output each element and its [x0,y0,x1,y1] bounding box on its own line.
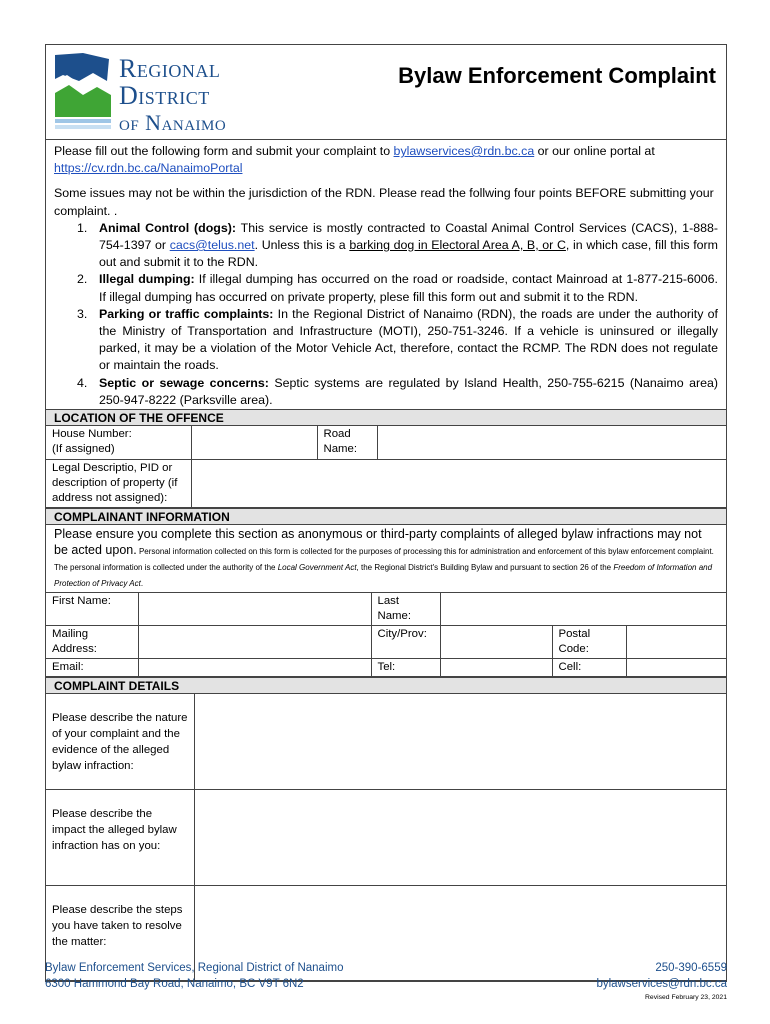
road-text: Road [323,428,351,441]
list-number: 1. [77,220,88,235]
form-frame [45,44,727,982]
city-prov-label: City/Prov: [371,625,440,658]
logo-line-1: Regional [119,54,221,83]
footer-department: Bylaw Enforcement Services, Regional District of Nanaimo [45,962,344,974]
privacy-act-1: Local Government Act [277,562,357,572]
tel-label: Tel: [371,658,440,676]
list-item [54,271,718,305]
portal-link[interactable]: https://cv.rdn.bc.ca/NanaimoPortal [54,161,243,176]
email-link[interactable]: bylawservices@rdn.bc.ca [393,144,535,158]
logo-line-3: of Nanaimo [119,110,227,135]
list-item-title: Animal Control (dogs): [99,220,237,235]
postal-code-label: Postal Code: [552,625,626,658]
mailing-address-label: Mailing Address: [46,625,138,658]
mailing-address-input[interactable] [138,625,371,658]
list-item [54,306,718,375]
list-number: 2. [77,272,88,287]
privacy-text: Personal information collected on this form is collected for the purposes of processing this for administration and enforcement of this bylaw enforcement complaint. The personal information is collected under the authority of the [54,546,714,572]
rdn-logo-icon [53,51,115,135]
email-input[interactable] [138,658,371,676]
list-item-title: Septic or sewage concerns: [99,375,269,390]
revised-date: Revised February 23, 2021 [645,994,727,1001]
city-prov-input[interactable] [440,625,552,658]
house-number-sub: (If assigned) [52,443,115,456]
list-item-text: . Unless this is a [254,238,350,253]
intro-text-post: or our online portal at [534,144,655,158]
list-item-text: In the Regional District of Nanaimo (RDN), the roads are under the authority of the Ministry of Transportation and Infrastructure (MOTI), 250-751-3246. If a vehicle is uninsured or illegally parked, it may be a violation of the Motor Vehicle Act, therefore, contact the RCMP. The RDN does not regulate or maintain the roads. [99,306,718,373]
last-name-label: Last Name: [371,592,440,625]
first-name-label: First Name: [46,592,138,625]
list-item [54,220,718,272]
impact-label: Please describe the impact the alleged bylaw infraction has on you: [46,790,194,886]
intro-text-pre: Please fill out the following form and submit your complaint to [54,144,394,158]
form-page [45,44,727,982]
postal-code-input[interactable] [626,625,726,658]
cell-label: Cell: [552,658,626,676]
location-heading: LOCATION OF THE OFFENCE [46,409,726,426]
legal-description-input[interactable] [191,459,726,507]
list-item-text: Septic systems are regulated by Island Health, 250-755-6215 (Nanaimo area) 250-947-8222 (Parksville area). [99,375,718,407]
list-item-text: This service is mostly contracted to Coastal Animal Control Services (CACS), 1-888-754-1397 or [99,220,719,253]
privacy-text: , the Regional District's Building Bylaw and pursuant to section 26 of the [356,562,614,572]
road-name-input[interactable] [377,426,726,459]
list-number: 4. [77,375,88,390]
footer-contact [596,960,727,1004]
instructions [46,140,726,409]
footer-email: bylawservices@rdn.bc.ca [596,978,727,990]
email-label: Email: [46,658,138,676]
house-number-label [46,426,191,459]
barking-dog-note: barking dog in Electoral Area A, B, or C [349,238,566,253]
logo-line-2: District [119,81,210,110]
list-item-title: Parking or traffic complaints: [99,306,274,321]
complainant-table [46,592,726,677]
rdn-logo [53,51,253,137]
cell-input[interactable] [626,658,726,676]
last-name-input[interactable] [440,592,726,625]
list-item-text: , in which case, fill this form out and submit it to the RDN. [99,238,718,270]
impact-input[interactable] [194,790,726,886]
privacy-text: . [140,578,144,588]
list-item [54,375,718,409]
page-title: Bylaw Enforcement Complaint [398,63,716,88]
privacy-act-2: Freedom of Information and Protection of Privacy Act [54,562,713,588]
house-number-input[interactable] [191,426,317,459]
first-name-input[interactable] [138,592,371,625]
list-item-text: If illegal dumping has occurred on the road or roadside, contact Mainroad at 1-877-215-6006. If illegal dumping has occurred on private property, plese fill this form out and submit it to the RDN. [99,272,718,304]
road-sub: Name: [323,443,358,456]
header [46,45,726,140]
nature-of-complaint-label: Please describe the nature of your complaint and the evidence of the alleged bylaw infraction: [46,694,194,790]
tel-input[interactable] [440,658,552,676]
footer-street: 6300 Hammond Bay Road, Nanaimo, BC V9T 6N2 [45,978,304,990]
footer-phone: 250-390-6559 [655,962,727,974]
details-heading: COMPLAINT DETAILS [46,677,726,694]
steps-taken-label: Please describe the steps you have taken to resolve the matter: [46,886,194,981]
details-table [46,694,726,982]
jurisdiction-list [54,220,718,409]
location-table [46,426,726,508]
logo-wordmark [119,55,226,136]
complainant-heading: COMPLAINANT INFORMATION [46,508,726,525]
nature-of-complaint-input[interactable] [194,694,726,790]
cacs-email-link[interactable]: cacs@telus.net [169,238,255,253]
jurisdiction-note: Some issues may not be within the jurisdiction of the RDN. Please read the follwing four points BEFORE submitting your complaint. . [54,186,714,218]
anonymous-warning: Please ensure you complete this section as anonymous or third-party complaints of alleged bylaw infractions may not be acted upon. [54,526,702,557]
privacy-notice [46,525,726,592]
list-number: 3. [77,306,88,321]
submit-instructions [54,143,718,177]
house-number-text: House Number: [52,428,132,441]
legal-description-label: Legal Descriptio, PID or description of property (if address not assigned): [46,459,191,507]
footer-address [45,960,343,992]
list-item-title: Illegal dumping: [99,272,195,287]
road-name-label [317,426,377,459]
